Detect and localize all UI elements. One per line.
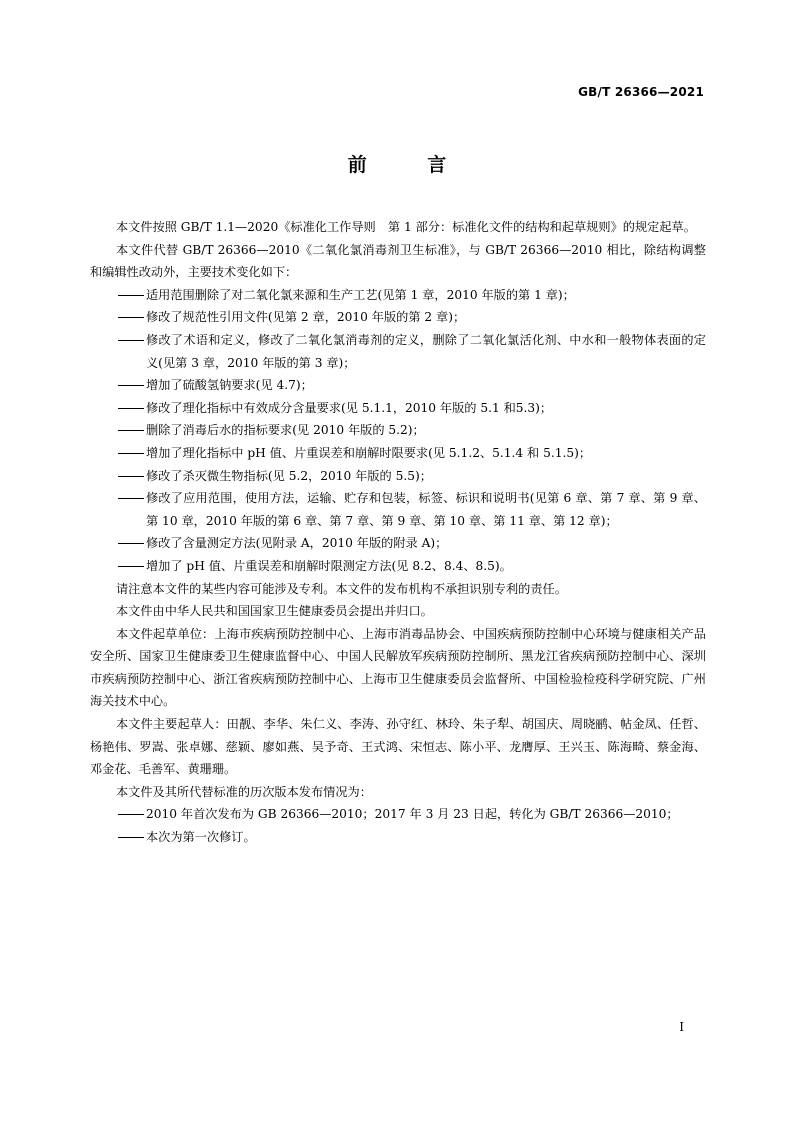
paragraph-drafting-rules: 本文件按照 GB/T 1.1—2020《标准化工作导则 第 1 部分：标准化文件的结构和起草规则》的规定起草。 — [116, 220, 696, 234]
list-item-text: 本次为第一次修订。 — [146, 830, 256, 845]
paragraph-proposer: 本文件由中华人民共和国国家卫生健康委员会提出并归口。 — [116, 604, 433, 619]
list-item — [90, 555, 706, 578]
foreword-body — [90, 216, 706, 849]
list-item-text: 修改了术语和定义，修改了二氧化氯消毒剂的定义，删除了二氧化氯活化剂、中水和一般物体表面的定义(见第 3 章，2010 年版的第 3 章)； — [146, 332, 706, 370]
standard-code: GB/T 26366—2021 — [578, 85, 704, 99]
list-item — [90, 397, 706, 420]
list-item — [90, 465, 706, 488]
dash-bullet — [118, 566, 144, 567]
paragraph-patent-notice: 请注意本文件的某些内容可能涉及专利。本文件的发布机构不承担识别专利的责任。 — [116, 581, 567, 596]
list-item-text: 增加了理化指标中 pH 值、片重误差和崩解时限要求(见 5.1.2、5.1.4 和 5.1.5)； — [146, 445, 592, 460]
paragraph-drafting-units: 本文件起草单位：上海市疾病预防控制中心、上海市消毒品协会、中国疾病预防控制中心环境与健康相关产品安全所、国家卫生健康委卫生健康监督中心、中国人民解放军疾病预防控制所、黑龙江省疾病预防控制中心、深圳市疾病预防控制中心、浙江省疾病预防控制中心、上海市卫生健康委员会监督所、中国检验检疫科学研究院、广州海关技术中心。 — [90, 626, 706, 709]
paragraph-history-intro: 本文件及其所代替标准的历次版本发布情况为： — [116, 784, 372, 799]
list-item-text: 增加了硫酸氢钠要求(见 4.7)； — [146, 378, 313, 393]
list-item-text: 修改了含量测定方法(见附录 A，2010 年版的附录 A)； — [146, 536, 448, 551]
list-item-text: 修改了应用范围，使用方法，运输、贮存和包装，标签、标识和说明书(见第 6 章、第 7 章、第 9 章、第 10 章，2010 年版的第 6 章、第 7 章、第 9 章、第 10 章、第 11 章、第 12 章)； — [146, 491, 706, 528]
dash-bullet — [118, 408, 144, 409]
dash-bullet — [118, 430, 144, 431]
page-title: 前 言 — [347, 154, 474, 176]
list-item-text: 删除了消毒后水的指标要求(见 2010 年版的 5.2)； — [146, 423, 425, 438]
list-item — [90, 374, 706, 397]
list-item — [90, 306, 706, 329]
history-list — [90, 803, 706, 848]
list-item — [90, 532, 706, 555]
list-item-text: 修改了杀灭微生物指标(见 5.2，2010 年版的 5.5)； — [146, 468, 432, 483]
list-item — [90, 442, 706, 465]
changes-list — [90, 284, 706, 578]
list-item — [90, 284, 706, 307]
page-number: I — [679, 1020, 684, 1034]
list-item-text: 2010 年首次发布为 GB 26366—2010；2017 年 3 月 23 日起，转化为 GB/T 26366—2010； — [146, 807, 679, 822]
dash-bullet — [118, 498, 144, 499]
list-item-text: 增加了 pH 值、片重误差和崩解时限测定方法(见 8.2、8.4、8.5)。 — [146, 558, 512, 573]
list-item-text: 适用范围删除了对二氧化氯来源和生产工艺(见第 1 章，2010 年版的第 1 章)； — [146, 287, 575, 302]
dash-bullet — [118, 476, 144, 477]
dash-bullet — [118, 814, 144, 815]
list-item — [90, 803, 706, 826]
paragraph-replacement: 本文件代替 GB/T 26366—2010《二氧化氯消毒剂卫生标准》，与 GB/T 26366—2010 相比，除结构调整和编辑性改动外，主要技术变化如下： — [90, 242, 706, 280]
list-item-text: 修改了规范性引用文件(见第 2 章，2010 年版的第 2 章)； — [146, 310, 466, 325]
list-item — [90, 826, 706, 849]
paragraph-drafters: 本文件主要起草人：田靓、李华、朱仁义、李涛、孙守红、林玲、朱子犁、胡国庆、周晓鹂、帖金凤、任哲、杨艳伟、罗嵩、张卓娜、慈颖、廖如燕、吴予奇、王式鸿、宋恒志、陈小平、龙膺厚、王兴玉、陈海畸、蔡金海、邓金花、毛善军、黄珊珊。 — [90, 717, 706, 777]
dash-bullet — [118, 837, 144, 838]
list-item — [90, 419, 706, 442]
list-item-text: 修改了理化指标中有效成分含量要求(见 5.1.1，2010 年版的 5.1 和5.3)； — [146, 400, 553, 415]
dash-bullet — [118, 317, 144, 318]
list-item — [90, 487, 706, 532]
dash-bullet — [118, 385, 144, 386]
list-item — [90, 329, 706, 374]
dash-bullet — [118, 453, 144, 454]
dash-bullet — [118, 543, 144, 544]
dash-bullet — [118, 340, 144, 341]
dash-bullet — [118, 295, 144, 296]
